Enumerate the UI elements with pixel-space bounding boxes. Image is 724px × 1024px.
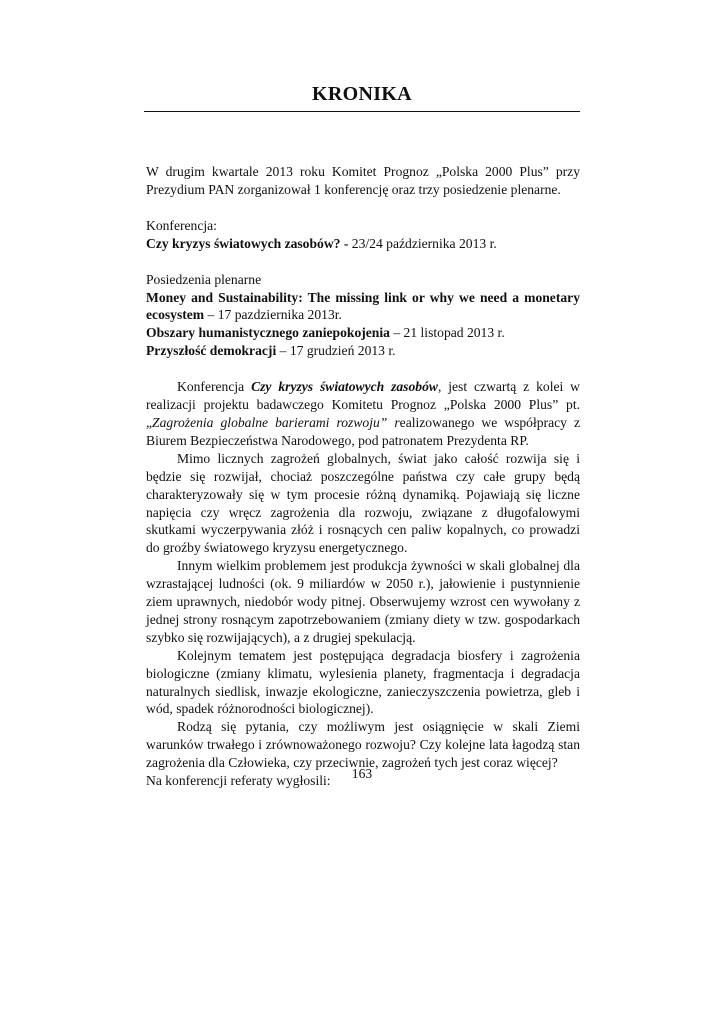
plenary-heading: Posiedzenia plenarne: [146, 271, 262, 287]
body-paragraph: Mimo licznych zagrożeń globalnych, świat jako całość rozwija się i będzie się rozwijał, chociaż poszczególne państwa czy całe grupy będą charakteryzowały się w tym procesie różną dynamiką. Pojawiają się liczne napięcia czy wręcz zagrożenia dla rozwoju, związane z długofalowymi skutkami wyczerpywania złóż i rosnących cen paliw kopalnych, co prowadzi do groźby światowego kryzysu energetycznego.: [146, 450, 580, 556]
title-underline: [144, 111, 580, 112]
page-number: 163: [351, 766, 373, 781]
plenary-date: – 17 grudzień 2013 r.: [276, 343, 396, 359]
document-body: [146, 163, 580, 790]
spacer: [146, 199, 580, 217]
plenary-date: – 21 listopad 2013 r.: [389, 325, 505, 341]
text-run: ealizowanego we współpracy z Biurem Bezpieczeństwa Narodowego, pod patronatem Prezydenta RP.: [146, 414, 580, 448]
plenary-entry: [146, 324, 580, 342]
body-paragraph: Rodzą się pytania, czy możliwym jest osiągnięcie w skali Ziemi warunków trwałego i zrównoważonego rozwoju? Czy kolejne lata łagodzą stan zagrożenia dla Człowieka, czy przeciwnie, zagrożeń tych jest coraz więcej?: [146, 719, 580, 771]
plenary-entry: [146, 289, 580, 325]
text-run: , jest czwartą z kolei w realizacji projektu badawczego Komitetu Prognoz „Polska 2000 Plus” pt. „: [146, 379, 580, 430]
intro-paragraph: W drugim kwartale 2013 roku Komitet Prognoz „Polska 2000 Plus” przy Prezydium PAN zorganizował 1 konferencję oraz trzy posiedzenie plenarne.: [146, 164, 580, 197]
plenary-title: Money and Sustainability: The missing link or why we need a monetary ecosystem: [146, 289, 580, 323]
plenary-entry: [146, 342, 580, 360]
spacer: [146, 253, 580, 271]
conference-date: 23/24 październikа 2013 r.: [348, 235, 497, 251]
project-title-inline: Zagrożenia globalne barierami rozwoju” r: [152, 414, 400, 430]
plenary-date: – 17 pazdziernika 2013r.: [204, 307, 342, 323]
conference-title: Czy kryzys światowych zasobów? -: [146, 235, 349, 251]
plenary-title: Obszary humanistycznego zaniepokojenia: [146, 325, 390, 341]
plenary-title: Przyszłość demokracji: [146, 343, 277, 359]
page-title: KRONIKA: [312, 83, 412, 105]
body-paragraph: Innym wielkim problemem jest produkcja żywności w skali globalnej dla wzrastającej ludności (ok. 9 miliardów w 2050 r.), jałowienie i pustynnienie ziem uprawnych, niedobór wody pitnej. Obserwujemy wzrost cen wywołany z jednej strony rosnącym zapotrzebowaniem (zmiany diety w tzw. gospodarkach szybko się rozwijających), a z drugiej spekulacją.: [146, 558, 580, 645]
conference-entry: [146, 235, 580, 253]
body-paragraph: Kolejnym tematem jest postępująca degradacja biosfery i zagrożenia biologiczne (zmiany klimatu, wylesienia planety, fragmentacja i degradacja naturalnych siedlisk, inwazje ekologiczne, zanieczyszczenia powietrza, gleb i wód, spadek różnorodności biologicznej).: [146, 647, 580, 717]
conference-heading: Konferencja:: [146, 217, 217, 233]
conference-title-inline: Czy kryzys światowych zasobów: [251, 379, 438, 395]
spacer: [146, 360, 580, 378]
text-run: Konferencja: [177, 379, 252, 395]
body-paragraph: Na konferencji referaty wygłosili:: [146, 773, 331, 789]
body-paragraph: [146, 378, 580, 450]
